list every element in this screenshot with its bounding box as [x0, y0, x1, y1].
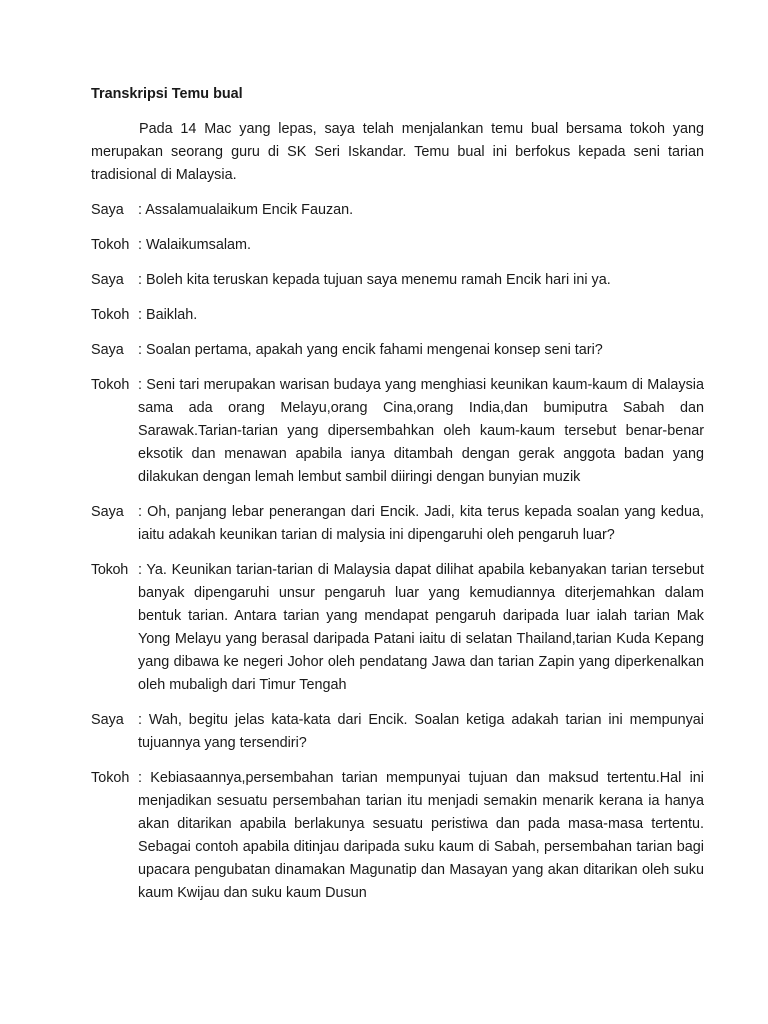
turn-text: : Ya. Keunikan tarian-tarian di Malaysia dapat dilihat apabila kebanyakan tarian tersebut banyak dipengaruhi unsur pengaruh luar yang kemudiannya diterjemahkan dalam bentuk tarian. Antara tarian yang mendapat pengaruh daripada luar ialah tarian Mak Yong Melayu yang berasal daripada Patani iaitu di selatan Thailand,tarian Kuda Kepang yang dibawa ke negeri Johor oleh pendatang Jawa dan tarian Zapin yang diperkenalkan oleh mubaligh dari Timur Tengah: [138, 562, 704, 693]
turn-text: : Baiklah.: [138, 307, 198, 323]
speaker-label: Tokoh: [91, 770, 130, 786]
speaker-label: Tokoh: [91, 307, 130, 323]
turn-text: : Soalan pertama, apakah yang encik fahami mengenai konsep seni tari?: [138, 342, 603, 358]
turn-text: : Boleh kita teruskan kepada tujuan saya menemu ramah Encik hari ini ya.: [138, 272, 611, 288]
dialogue-turn: [91, 234, 704, 257]
dialogue-turn: [91, 709, 704, 755]
speaker-label: Saya: [91, 342, 124, 358]
speaker-label: Tokoh: [91, 377, 130, 393]
intro-paragraph: Pada 14 Mac yang lepas, saya telah menjalankan temu bual bersama tokoh yang merupakan seorang guru di SK Seri Iskandar. Temu bual ini berfokus kepada seni tarian tradisional di Malaysia.: [91, 121, 704, 183]
dialogue-turn: [91, 339, 704, 362]
dialogue-turn: [91, 269, 704, 292]
speaker-label: Saya: [91, 504, 124, 520]
dialogue-turn: [91, 767, 704, 905]
speaker-label: Tokoh: [91, 237, 130, 253]
dialogue-turn: [91, 374, 704, 489]
turn-text: : Assalamualaikum Encik Fauzan.: [138, 202, 354, 218]
speaker-label: Saya: [91, 272, 124, 288]
dialogue-turn: [91, 304, 704, 327]
turn-text: : Wah, begitu jelas kata-kata dari Encik. Soalan ketiga adakah tarian ini mempunyai tujuannya yang tersendiri?: [138, 712, 704, 751]
speaker-label: Saya: [91, 202, 124, 218]
speaker-label: Saya: [91, 712, 124, 728]
speaker-label: Tokoh: [91, 562, 128, 578]
turn-text: : Walaikumsalam.: [138, 237, 252, 253]
turn-text: : Seni tari merupakan warisan budaya yang menghiasi keunikan kaum-kaum di Malaysia sama ada orang Melayu,orang Cina,orang India,dan bumiputra Sabah dan Sarawak.Tarian-tarian yang dipersembahkan oleh kaum-kaum tersebut benar-benar eksotik dan menawan apabila ianya ditambah dengan gerak anggota badan yang dilakukan dengan lemah lembut sambil diiringi dengan bunyian muzik: [138, 377, 704, 485]
turn-text: : Kebiasaannya,persembahan tarian mempunyai tujuan dan maksud tertentu.Hal ini menjadikan sesuatu persembahan tarian itu menjadi semakin menarik kerana ia hanya akan ditarikan apabila berlakunya sesuatu peristiwa dan pada masa-masa tertentu. Sebagai contoh apabila ditinjau daripada suku kaum di Sabah, persembahan tarian bagi upacara pengubatan dinamakan Magunatip dan Masayan yang akan ditarikan oleh suku kaum Kwijau dan suku kaum Dusun: [138, 770, 704, 901]
dialogue-turn: [91, 559, 704, 697]
turn-text: : Oh, panjang lebar penerangan dari Encik. Jadi, kita terus kepada soalan yang kedua, iaitu adakah keunikan tarian di malysia ini dipengaruhi oleh pengaruh luar?: [138, 504, 704, 543]
dialogue-turn: [91, 199, 704, 222]
document-title: Transkripsi Temu bual: [91, 86, 243, 102]
dialogue-turn: [91, 501, 704, 547]
